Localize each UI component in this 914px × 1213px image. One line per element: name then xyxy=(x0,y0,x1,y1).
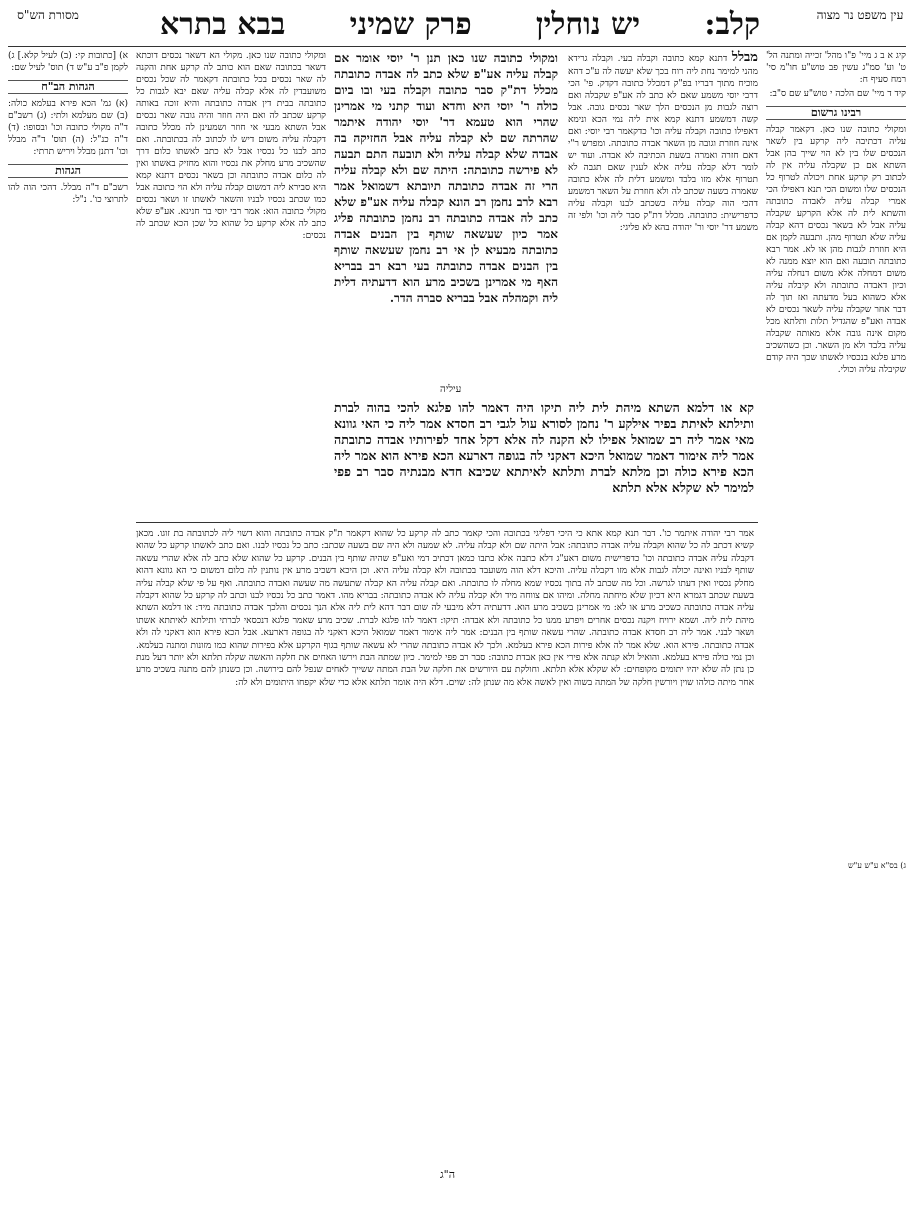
tosafot-opening-word: מבלל xyxy=(731,50,758,65)
ein-mishpat-entry: קיג א ב ג מיי' פ"ו מהל' זכייה ומתנה הל' ט' וע' סמ"ג עשין פב טוש"ע חו"מ סי' רמח סעיף ח: xyxy=(766,51,906,85)
margin-footnote: ג) בס"א ע"ש ע"ש xyxy=(847,861,906,870)
tosafot-text xyxy=(568,50,758,234)
ein-mishpat-entry-2: קיד ד מיי' שם הלכה י טוש"ע שם ס"ב: xyxy=(769,89,906,99)
gemara-continuation xyxy=(334,400,754,518)
gemara-text-block xyxy=(334,50,558,380)
gemara-text: ומקולי כתובה שנו כאן תנן ר' יוסי אומר אם קבלה עליה אע"פ שלא כתב לה אבדה כתובתה מכלל דת"ק סבר כתובה וקבלה בעי ובו ביום כולה ר' יוסי היא וחדא ועוד קתני מי אמרינן שהרי הוא טעמא דר' יוסי יהודה איתמר שהרתה שם לא קבלה עליה אבל החזיקה בה אבדה שלא קבלה עליה ולא תובעה התם תבעה לא פירשה כתובתה: היתה שם ולא קבלה עליה הרי זה אבדה כתובתה תיובתא דשמואל אמר רבא לרב נחמן רב הונא קבלה עליה אע"פ שלא כתב לה אבדה כתובתה רב נחמן כתובתה פליג אמר כיון שעשאה שותף בין הבנים אבדה כתובתה מבעיא לן אי רב נחמן שעשאה שותף בין הבנים אבדה כתובתה בעי רבא רב בבריא האף מי אמרינן בשכיב מרע הוא דדעתיה דלית ליה וקמהלה אבל בבריא סברה הדר. xyxy=(334,51,558,305)
perek-number: פרק שמיני xyxy=(349,6,472,42)
mesorat-hashas-heading: מסורת הש"ס xyxy=(17,8,79,22)
daf-number: קלב: xyxy=(704,6,760,42)
chapter-name: יש נוחלין xyxy=(535,6,641,42)
header-rule xyxy=(8,46,906,47)
page-header xyxy=(160,4,760,44)
rashbam-column xyxy=(136,50,326,520)
lower-commentary xyxy=(136,528,754,1150)
mesorat-hashas-text: א) [כתובות קי: (ב) לעיל קלא.] ג) לקמן פ"ב ע"ש ד) תוס' לעיל שם: xyxy=(8,51,128,73)
rashbam-text: ומקולי כתובה שנו כאן. מקולי הא דשאר נכסים דוכתא דשאר בכתובה שאם הוא כותב לה קרקע אחת והקנה לה שאר נכסים בכל כתובתה דקאמר לה שכל נכסים משועבדין לה אלא קבלה עליה שאם יבא לגבות כל כתובתה בבית דין אבדה כתובתה והיא זוכה באותה קרקע שכתב לה ואם היה חוזר והיה גובה שאר נכסים אבל השתא מבעי אי חוזר ושמעינן לה מכלל כתובה דקבלה עליה משום דיש לו לכתוב לה בכתובתה. ואם כתב לבנו כל נכסיו אבל לא כתב לאשתו כלום דרך שהשכיב מרע מחלק את נכסיו והוא מחזיק באשתו ואין לה כלום אבדה כתובתה וכן בשאר נכסים דתנא קמא היא סבירא ליה דמשום קבלה עליה ולא הוי כתובה אבל כמו שכתב נכסיו לבניו והשאר לאשתו זו ושאר נכסים מקולי כתובה הוא: אמר רבי יוסי בר חנינא. אע"פ שלא כתב לה אלא קרקע כל שהוא כל שכן הכא שכתב לה נכסים: xyxy=(136,51,326,241)
rabbeinu-gershom-text: ומקולי כתובה שנו כאן. דקאמר קבלה עליה דכתיבה ליה קרקע בין לשאר הנכסים שלו בין לא הוי שייך בהן אבל השתא אם כן שקבלה עליה אין לה לכתוב רק קרקע אחת ויכולה לטרוף כל הנכסים שלו ומשום הכי תנא דאפילו הכי אמרי קבלה עליה לאבדה כתובתה והשתא לית לה אלא הקרקע שקבלה עליה אבל לא בשאר נכסים דהא קבלה עליה שלא תטרוף מהן. ותבעה לקמן אם היא חוזרת לגבות מהן או לא. אמר רבא כתובתה תובעה ואם הוא יוצא ממנה לא משום דמחלה אלא משום דנחלה עליה וכיון דאבדה כתובתה ולא קיבלה עליה אלא כשהוא בעל מדעתה ואז תוך לה דבר אחר שקבלה עליה לשאר נכסים לא אבדה ואע"פ שהגדיל תלות ותלתא מכל מקום אינה גובה אלא מאותה שקבלה עליה בלבד ולא מן השאר. וכן כשהשכיב מרע פלגא בנכסיו לאשתו שכך היה קודם שקיבלה עליה וכולי. xyxy=(766,125,906,375)
hagahot-habach-title: הגהות הב"ח xyxy=(8,80,128,94)
hagahot-text: רשב"ם ד"ה מבלל. דהכי הוה להו לתרוצי כו'. נ"ל: xyxy=(8,183,128,205)
lower-commentary-text: אמר רבי יהודה איתמר כו'. דבר תנא קמא אתא כי היכי דפליגי בכתובה והכי קאמר כתב לה קרקע כל שהוא דקאמר ת"ק אבדה כתובתה והוא דשוי ליה לכתובתה בת זוגו. מכאן קשיא דכתב לה כל שהוא וקבלה עליה אבדה כתובתה: אבל היתה שם ולא קבלה עליה. לא שמעה ולא היה שם בשעה שכתב: כתב כל נכסיו לבנו. ואם כתב לאשתו קרקע כל שהוא דקבלה עליה אבדה כתובתה וכו' כדפרישית משום דאע"ג דלא כתבה אלא כתבו כמאן דכתיב דמי ואע"פ שהיה שותף בין הבנים. קרקע כל שהוא שלא כתב לה אלא שהרי עשאה שותף לבניו ואינה יכולה לגבות אלא מזו דקבלה עליה. והיכא דלא הוה משועבד בכתובה ולא קבלה עליה היא. וכן היכא דשכיב מרע אין נותנין לה כלום דמשום כי הא גוונא דהוא מחלק נכסיו ואין דעתו לגרשה. וכל מה שכתב לה בתוך נכסיו שמא מחלה לו כתובתה. ואם קבלה עליה הא קבלה שתעשה מה שעשה ואבדה כתובתה. ואף על פי שלא קבלה עליה בשעת שכתב דגמרא היא דכיון שלא מיחתה מחלה. ומיהו אם צווחה מיד ולא קבלה עליה לא אבדה כתובתה: בבריא מהו. דאמר כתב כל נכסיו לבנו וכתב לה קרקע כל שהוא דקבלה עליה אבדה כתובתה כשכיב מרע או לא: מי אמרינן בשכיב מרע הוא. דדעתיה דלא מיבעי לה שום דבר דהא לית ליה אלא הנך נכסים והלכך אבדה כתובתה מיד: או דלמא השתא מיהת לית ליה. ושמא ירויח ויקנה נכסים אחרים ויפרע ממנו כל כתובתה ולא אבדה: תיקו: דאמר להו פלגא לברת. שכיב מרע שאמר פלגא דנכסאי לברתי ותילתא לאיתתא אשתו ושאר לבני. אמר ליה רב חסדא אבדה כתובתה. שהרי עשאה שותף בין הבנים: אמר ליה אימור דאמר שמואל היכא דאקני לה בגופה דארעא. אבל הכא פירא הוא דאקני לה ולא אבדה כתובתה. פירא הוא. שלא אמר לה אלא פירות הכא פירא בעלמא. ולכך לא אבדה כתובתה שהרי לא עשאה שותף בגוף הקרקע אלא בפירות שהוא כמו מזונות ומתנה בעלמא. וכן נמי כולה פירא בעלמא. והואיל ולא קנתה אלא פירי אין כאן אבדת כתובה: סבר רב פפי למימר. כיון שמתה הבת וירשו האחים את חלקה והאשה שקלה תלתא ולא יותר דעל מנת כן נתן לה שלא יהיו יתומים מקופחים: לא שקלא אלא תלתא. וחולקת עם היורשים את חלקה של הבת המתה ששייך לאחים שנפל להם בירושה. וכן כשנתן להם מתנה בשכיב מרע אחר מיתה כולהו שוין ויורשין חלקה של המתה בשוה ואין לאשה אלא מה שנתן לה: שוים. דלא היה אומר תלתא אלא כדי שלא יקפחו היתומים ולא לה: xyxy=(136,529,754,688)
ein-mishpat-heading: עין משפט נר מצוה xyxy=(816,8,904,22)
masechet-name: בבא בתרא xyxy=(160,6,286,42)
footer-mark: ה"ג xyxy=(440,1168,456,1181)
tosafot-body: דתנא קמא כתובה וקבלה בעי. וקבלה גרידא מהני למימר נחת ליה רוח בכך שלא יעשה לה ע"כ דהא מוכיח מתוך דבריו בפ"ק דמכלל כתובה דקדק. פי' הכי דרבי יוסי משמע שאם לא כתב לה אע"פ שקבלה ואם רוצה לגבות מן הנכסים הלך שאר נכסים גובה. אבל קשה דמשמע דתנא קמא אית ליה נמי הכא ונימא דאפילו כתובה וקבלה עליה וכו' כדקאמר רבי יוסי: ואם אינה חוזרת וגובה מן השאר אבדה כתובתה. ומפרש ר"י דאם חזרה ואמרה בשעת הכתיבה לא אבדה. ועוד יש לומר דלא קבלה עליה אלא לענין שאם תגבה לא תטרוף אלא מזו בלבד ומשמע דלית לה אלא כתובה שאמרה בשעה שכתב לה ולא חוזרת על השאר דמשמע דהכי הוה קבלה עליה כשכתב לבנו וקבלה עליה כדפרישית: כתובתה. מכלל דת"ק סבר ליה וכו' ולפי זה משמע דר' יוסי ור' יהודה בהא לא פליגי: xyxy=(568,54,758,233)
hagahot-habach-text: (א) גמ' הכא פירא בעלמא כולה: (ב) שם מעלמא ולתי: (ג) רשב"ם ד"ה מקולי כתובה וכו' ובסופו: (ד) ד"ה כנ"ל: (ה) תוס' ד"ה מבלל וכו' דתנן מבלל ויריש תרתי: xyxy=(8,99,128,157)
hagahot-title: הגהות xyxy=(8,164,128,178)
rabbeinu-gershom-title: רבינו גרשום xyxy=(766,106,906,120)
gemara-ayin-note: עיליה xyxy=(440,384,462,395)
gemara-continuation-text: קא או דלמא השתא מיהת לית ליה תיקו היה דאמר להו פלגא להכי בהוה לברת ותילתא לאיתת בפיר אילקע ר' נחמן לסורא עול לגבי רב חסדא אמר ליה כי האי גוונא מאי אמר ליה רב שמואל אפילו לא הקנה לה אלא דקל אחד לפירותיו אבדה כתובתה אמר ליה אימור דאמר שמואל היכא דאקני לה בגופה דארעא הכא פירא הוא אמר ליה הכא פירא כולה וכן מלתא לברת ותלתא לאיתתא שכיבא חדא מבנתיה סבר רב פפי למימר לא שקלא אלא תלתא xyxy=(334,400,754,495)
right-margin-column xyxy=(766,50,906,850)
left-margin-column xyxy=(8,50,128,370)
lower-rule xyxy=(136,522,758,523)
